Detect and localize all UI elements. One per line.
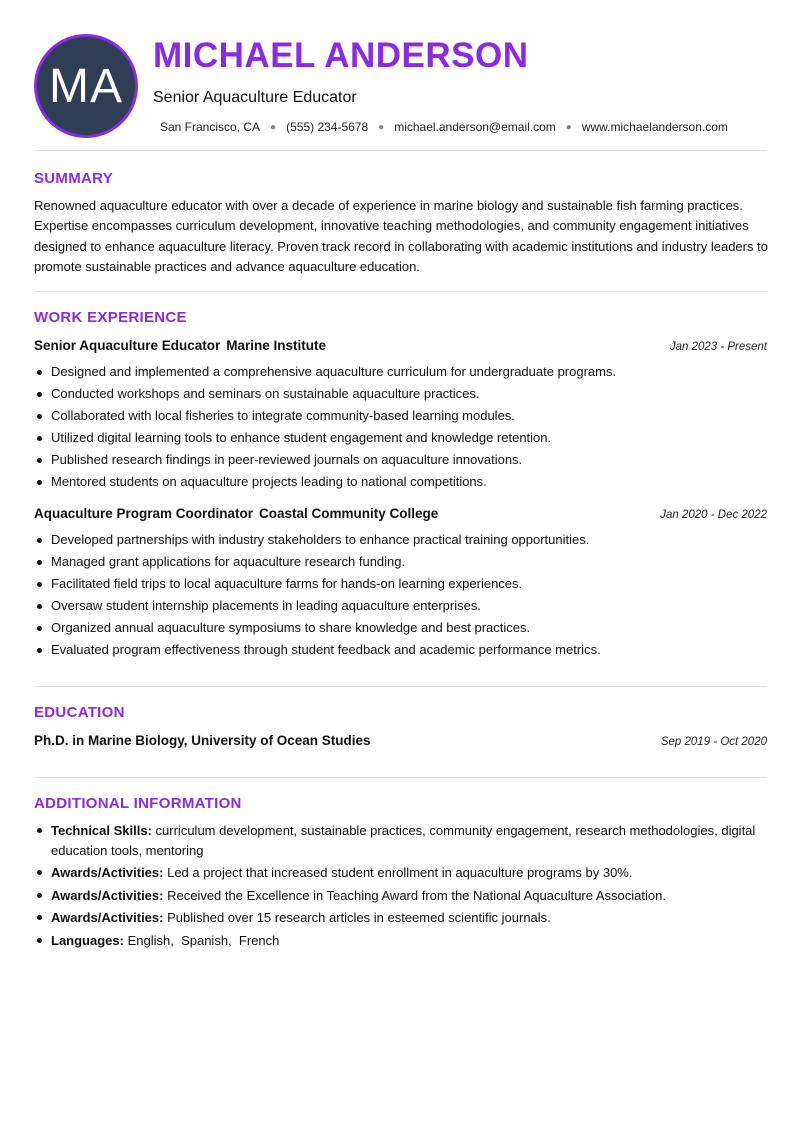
list-item: Published research findings in peer-reviewed journals on aquaculture innovations. [34, 449, 767, 471]
job-role: Senior Aquaculture Educator [34, 338, 221, 353]
education-degree: Ph.D. in Marine Biology, University of Ocean Studies [34, 733, 371, 748]
list-item: Conducted workshops and seminars on sustainable aquaculture practices. [34, 383, 767, 405]
contact-bar [160, 120, 728, 134]
list-item: Evaluated program effectiveness through student feedback and academic performance metrics. [34, 639, 767, 661]
job-dates: Jan 2023 - Present [669, 341, 767, 353]
item-text: Published over 15 research articles in esteemed scientific journals. [167, 910, 551, 925]
list-item: Developed partnerships with industry stakeholders to enhance practical training opportunities. [34, 529, 767, 551]
job-role: Aquaculture Program Coordinator [34, 506, 254, 521]
divider [34, 291, 767, 292]
job-title: Senior Aquaculture Educator [153, 89, 357, 106]
divider [34, 777, 767, 778]
item-label: Awards/Activities: [51, 865, 164, 880]
item-label: Awards/Activities: [51, 887, 164, 903]
item-label: Awards/Activities: [51, 910, 164, 925]
list-item [34, 821, 767, 860]
divider [34, 686, 767, 687]
summary-text: Renowned aquaculture educator with over a decade of experience in marine biology and sustainable fish farming practices. Expertise encompasses curriculum development, innovative teaching methodologies, and community engagement initiatives designed to enhance aquaculture literacy. Proven track record in collaborating with academic institutions and industry leaders to promote sustainable practices and advance aquaculture education. [34, 198, 768, 274]
item-text: English, Spanish, French [127, 932, 280, 948]
job-org: Coastal Community College [259, 506, 439, 521]
list-item: Collaborated with local fisheries to integrate community-based learning modules. [34, 405, 767, 427]
contact-email[interactable]: michael.anderson@email.com [394, 120, 556, 134]
list-item: Utilized digital learning tools to enhance student engagement and knowledge retention. [34, 427, 767, 449]
item-label: Languages: [51, 932, 124, 948]
additional-heading: ADDITIONAL INFORMATION [34, 795, 242, 812]
list-item [34, 908, 767, 928]
separator-dot-icon: ● [565, 121, 572, 133]
education-dates: Sep 2019 - Oct 2020 [660, 736, 767, 748]
list-item: Oversaw student internship placements in leading aquaculture enterprises. [34, 595, 767, 617]
job-org: Marine Institute [226, 338, 327, 353]
experience-heading: WORK EXPERIENCE [34, 309, 187, 326]
summary-heading: SUMMARY [34, 170, 114, 187]
item-text: Received the Excellence in Teaching Award from the National Aquaculture Association. [167, 887, 666, 903]
list-item: Facilitated field trips to local aquaculture farms for hands-on learning experiences. [34, 573, 767, 595]
list-item: Managed grant applications for aquaculture research funding. [34, 551, 767, 573]
list-item: Organized annual aquaculture symposiums to share knowledge and best practices. [34, 617, 767, 639]
list-item: Mentored students on aquaculture projects leading to national competitions. [34, 471, 767, 493]
list-item [34, 931, 767, 951]
separator-dot-icon: ● [270, 121, 277, 133]
list-item: Designed and implemented a comprehensive aquaculture curriculum for undergraduate programs. [34, 361, 767, 383]
job-role-line [34, 506, 438, 521]
list-item [34, 886, 767, 906]
additional-list [34, 821, 767, 953]
education-heading: EDUCATION [34, 704, 125, 721]
job-dates: Jan 2020 - Dec 2022 [660, 509, 767, 521]
education-entry [34, 733, 767, 748]
contact-phone: (555) 234-5678 [286, 120, 369, 134]
candidate-name: MICHAEL ANDERSON [153, 36, 529, 75]
item-text: Led a project that increased student enrollment in aquaculture programs by 30%. [167, 865, 633, 880]
job-header [34, 338, 767, 353]
job-bullets [34, 529, 767, 661]
contact-website[interactable]: www.michaelanderson.com [581, 120, 728, 134]
item-text: curriculum development, sustainable practices, community engagement, research methodologies, digital education tools, mentoring [51, 823, 756, 858]
avatar-initials: MA [49, 59, 123, 113]
job-header [34, 506, 767, 521]
separator-dot-icon: ● [378, 121, 385, 133]
list-item [34, 863, 767, 883]
job-bullets [34, 361, 767, 493]
divider [34, 150, 767, 151]
avatar [34, 34, 138, 138]
job-role-line [34, 338, 326, 353]
item-label: Technical Skills: [51, 823, 152, 838]
contact-location: San Francisco, CA [160, 120, 261, 134]
